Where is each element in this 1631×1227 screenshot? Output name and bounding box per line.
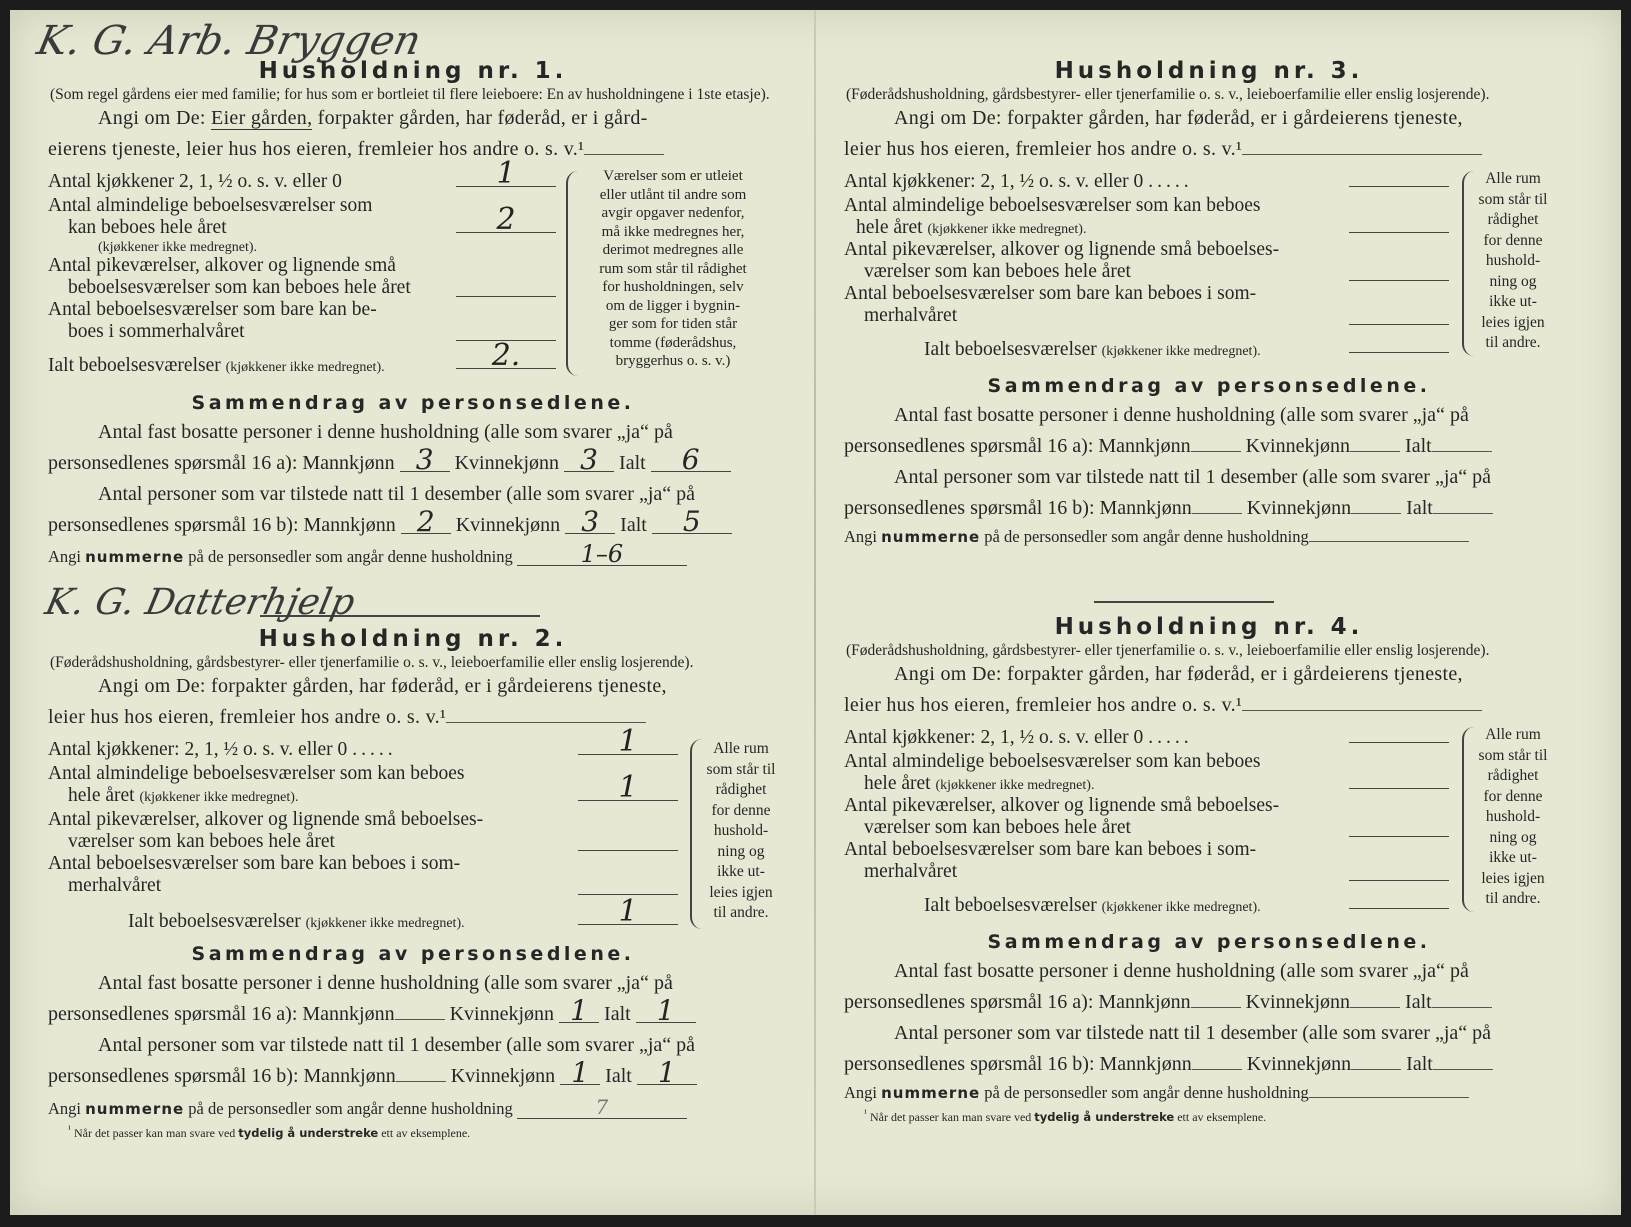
brace bbox=[566, 171, 578, 376]
household-2 bbox=[48, 624, 778, 1141]
household-4 bbox=[844, 612, 1574, 1125]
side-note-line: leies igjen bbox=[709, 883, 773, 901]
total-rooms-answer[interactable]: 2. bbox=[456, 347, 556, 369]
summary-b-line-1: Antal personer som var tilstede natt til 1 desember (alle som svarer „ja“ på bbox=[98, 1034, 696, 1056]
total-label: Ialt bbox=[605, 1065, 632, 1087]
maid-rooms-answer[interactable] bbox=[456, 275, 556, 297]
a-female-answer[interactable]: 3 bbox=[564, 449, 614, 472]
numbers-answer[interactable] bbox=[1309, 541, 1469, 542]
side-note-line: om de ligger i bygnin- bbox=[605, 297, 741, 314]
margin-note-mid: K. G. Datterhjelp bbox=[41, 582, 359, 623]
household-3 bbox=[844, 56, 1574, 548]
side-note-line: til andre. bbox=[1485, 890, 1541, 907]
maid-rooms-label-1: Antal pikeværelser, alkover og lignende små beboelses- bbox=[844, 795, 1280, 816]
b-total-answer[interactable] bbox=[1433, 1069, 1493, 1070]
a-male-answer[interactable] bbox=[1191, 1007, 1241, 1008]
kitchens-answer[interactable]: 1 bbox=[456, 165, 556, 187]
numbers-prefix: Angi bbox=[48, 1099, 86, 1118]
household-2-side-note bbox=[700, 739, 782, 924]
numbers-answer[interactable] bbox=[1309, 1097, 1469, 1098]
total-rooms-small: (kjøkkener ikke medregnet). bbox=[1101, 900, 1261, 915]
summer-rooms-label-1: Antal beboelsesværelser som bare kan be- bbox=[48, 299, 377, 320]
common-rooms-text: hele året bbox=[856, 217, 923, 238]
household-4-side-note bbox=[1472, 725, 1554, 910]
summary-a-prefix: personsedlenes spørsmål 16 a): bbox=[48, 452, 298, 474]
footnote-bold: tydelig å understreke bbox=[1034, 1110, 1175, 1124]
household-1-angi bbox=[48, 103, 778, 165]
summary-a-line-2 bbox=[48, 443, 778, 479]
b-total-answer[interactable]: 5 bbox=[652, 511, 732, 534]
side-note-line: leies igjen bbox=[1481, 869, 1545, 887]
summary-a-line-2 bbox=[48, 994, 778, 1030]
kitchens-text: Antal kjøkkener: 2, 1, ½ o. s. v. eller 0 bbox=[844, 727, 1144, 748]
side-note-line: avgir opgaver nedenfor, bbox=[601, 205, 745, 221]
a-female-answer[interactable]: 1 bbox=[559, 1000, 599, 1023]
summary-b-line-1: Antal personer som var tilstede natt til 1 desember (alle som svarer „ja“ på bbox=[98, 483, 696, 505]
summary-a-prefix: personsedlenes spørsmål 16 a): bbox=[844, 435, 1094, 457]
angi-answer-line[interactable] bbox=[1242, 710, 1482, 711]
female-label: Kvinnekjønn bbox=[455, 514, 561, 536]
side-note-line: ikke ut- bbox=[717, 863, 765, 880]
common-rooms-text: hele året bbox=[864, 773, 931, 794]
total-label: Ialt bbox=[1405, 991, 1432, 1013]
angi-line-1: Angi om De: forpakter gården, har føderåd, er i gårdeierens tjeneste, bbox=[894, 663, 1463, 685]
page-fold bbox=[814, 10, 816, 1215]
summary-a-line-1: Antal fast bosatte personer i denne husholdning (alle som svarer „ja“ på bbox=[98, 972, 673, 994]
a-male-answer[interactable] bbox=[395, 1019, 445, 1020]
household-1-summary bbox=[48, 417, 778, 541]
side-note-line: hushold- bbox=[713, 822, 769, 839]
total-rooms-answer[interactable] bbox=[1349, 887, 1449, 909]
total-rooms-answer[interactable] bbox=[1349, 331, 1449, 353]
side-note-line: bryggerhus o. s. v.) bbox=[615, 353, 731, 369]
household-3-rooms bbox=[844, 171, 1574, 366]
side-note-line: derimot medregnes alle bbox=[602, 242, 744, 258]
total-rooms-small: (kjøkkener ikke medregnet). bbox=[225, 360, 385, 375]
common-rooms-small: (kjøkkener ikke medregnet). bbox=[935, 778, 1095, 793]
side-note-line: må ikke medregnes her, bbox=[601, 223, 745, 240]
separator bbox=[1094, 601, 1274, 603]
maid-rooms-answer[interactable] bbox=[578, 829, 678, 851]
side-note-line: Alle rum bbox=[1485, 170, 1541, 187]
kitchens-answer[interactable] bbox=[1349, 165, 1449, 187]
male-label: Mannkjønn bbox=[1099, 497, 1192, 519]
a-female-answer[interactable] bbox=[1350, 1007, 1400, 1008]
summer-rooms-answer[interactable] bbox=[578, 873, 678, 895]
summer-rooms-answer[interactable] bbox=[1349, 859, 1449, 881]
margin-note-top: K. G. Arb. Bryggen bbox=[33, 18, 425, 64]
maid-rooms-label-2: værelser som kan beboes hele året bbox=[864, 261, 1131, 282]
kitchens-text: Antal kjøkkener: 2, 1, ½ o. s. v. eller 0 bbox=[844, 171, 1144, 192]
kitchens-label: Antal kjøkkener: 2, 1, ½ o. s. v. eller 0 ..... bbox=[48, 739, 397, 760]
side-note-line: for husholdningen, selv bbox=[602, 279, 744, 295]
summer-rooms-label-1: Antal beboelsesværelser som bare kan beboes i som- bbox=[844, 839, 1257, 860]
numbers-suffix: på de personsedler som angår denne husholdning bbox=[980, 1083, 1309, 1102]
numbers-bold: nummerne bbox=[85, 548, 185, 566]
household-1-title: Husholdning nr. 1. bbox=[258, 58, 568, 84]
b-male-answer[interactable] bbox=[396, 1081, 446, 1082]
side-note-line: som står til bbox=[706, 760, 776, 778]
b-total-answer[interactable] bbox=[1433, 513, 1493, 514]
numbers-prefix: Angi bbox=[48, 547, 86, 566]
total-rooms-small: (kjøkkener ikke medregnet). bbox=[1101, 344, 1261, 359]
summary-b-prefix: personsedlenes spørsmål 16 b): bbox=[48, 514, 299, 536]
household-4-note: (Føderådshusholdning, gårdsbestyrer- eller tjenerfamilie o. s. v., leieboerfamilie eller enslig losjerende). bbox=[846, 642, 1490, 659]
summary-b-prefix: personsedlenes spørsmål 16 b): bbox=[48, 1065, 299, 1087]
household-3-side-note bbox=[1472, 169, 1554, 354]
angi-prefix: Angi om De: bbox=[98, 107, 212, 129]
b-male-answer[interactable]: 2 bbox=[401, 511, 451, 534]
a-female-answer[interactable] bbox=[1350, 451, 1400, 452]
maid-rooms-label-2: beboelsesværelser som kan beboes hele året bbox=[68, 277, 411, 298]
kitchens-answer[interactable] bbox=[1349, 721, 1449, 743]
summer-rooms-label-1: Antal beboelsesværelser som bare kan beboes i som- bbox=[48, 853, 461, 874]
kitchens-text: Antal kjøkkener: 2, 1, ½ o. s. v. eller 0 bbox=[48, 739, 348, 760]
total-label: Ialt bbox=[620, 514, 647, 536]
total-rooms-text: Ialt beboelsesværelser bbox=[48, 355, 221, 376]
household-3-title: Husholdning nr. 3. bbox=[1054, 58, 1364, 84]
common-rooms-label-1: Antal almindelige beboelsesværelser som kan beboes bbox=[844, 195, 1261, 216]
footnote-text-a: Når det passer kan man svare ved bbox=[870, 1110, 1035, 1124]
female-label: Kvinnekjønn bbox=[454, 452, 560, 474]
male-label: Mannkjønn bbox=[302, 1003, 395, 1025]
summary-b-line-2 bbox=[844, 1049, 1574, 1080]
b-female-answer[interactable] bbox=[1351, 1069, 1401, 1070]
a-male-answer[interactable]: 3 bbox=[400, 449, 450, 472]
angi-answer-line[interactable] bbox=[1242, 154, 1482, 155]
side-note-line: som står til bbox=[1478, 746, 1548, 764]
male-label: Mannkjønn bbox=[303, 514, 396, 536]
summary-b-line-2 bbox=[844, 493, 1574, 524]
side-note-line: rum som står til rådighet bbox=[599, 260, 747, 277]
left-page bbox=[33, 10, 808, 1215]
maid-rooms-label-1: Antal pikeværelser, alkover og lignende små beboelses- bbox=[48, 809, 484, 830]
household-2-rooms bbox=[48, 724, 778, 934]
common-rooms-label-2 bbox=[844, 773, 1349, 796]
side-note-line: rådighet bbox=[1487, 767, 1539, 784]
household-4-summary bbox=[844, 956, 1574, 1080]
male-label: Mannkjønn bbox=[1099, 1053, 1192, 1075]
summary-b-prefix: personsedlenes spørsmål 16 b): bbox=[844, 1053, 1095, 1075]
total-rooms-answer[interactable]: 1 bbox=[578, 903, 678, 925]
footnote-mark: ¹ bbox=[68, 1124, 71, 1135]
common-rooms-answer[interactable]: 1 bbox=[578, 779, 678, 801]
maid-rooms-answer[interactable] bbox=[1349, 815, 1449, 837]
household-3-summary bbox=[844, 400, 1574, 524]
b-female-answer[interactable] bbox=[1351, 513, 1401, 514]
side-note-line: ikke ut- bbox=[1489, 293, 1537, 310]
total-label: Ialt bbox=[1406, 1053, 1433, 1075]
household-3-numbers bbox=[844, 526, 1574, 548]
angi-line-1: Angi om De: forpakter gården, har føderåd, er i gårdeierens tjeneste, bbox=[894, 107, 1463, 129]
numbers-answer[interactable]: 7 bbox=[517, 1096, 687, 1119]
summary-b-line-1: Antal personer som var tilstede natt til 1 desember (alle som svarer „ja“ på bbox=[894, 466, 1492, 488]
household-1-note: (Som regel gårdens eier med familie; for hus som er bortleiet til flere leieboere: En av husholdningene i 1ste etasje). bbox=[50, 86, 770, 103]
total-rooms-label bbox=[844, 339, 1404, 362]
household-2-note: (Føderådshusholdning, gårdsbestyrer- eller tjenerfamilie o. s. v., leieboerfamilie eller enslig losjerende). bbox=[50, 654, 694, 671]
total-rooms-text: Ialt beboelsesværelser bbox=[924, 339, 1097, 360]
common-rooms-text: hele året bbox=[68, 785, 135, 806]
side-note-line: ikke ut- bbox=[1489, 849, 1537, 866]
b-male-answer[interactable] bbox=[1192, 1069, 1242, 1070]
census-form-sheet bbox=[10, 10, 1621, 1215]
household-4-angi bbox=[844, 659, 1574, 721]
common-rooms-answer[interactable] bbox=[1349, 211, 1449, 233]
household-4-title: Husholdning nr. 4. bbox=[1054, 614, 1364, 640]
summary-b-line-2 bbox=[48, 505, 778, 541]
common-rooms-small: (kjøkkener ikke medregnet). bbox=[139, 790, 299, 805]
angi-line-2: leier hus hos eieren, fremleier hos andre o. s. v.¹ bbox=[48, 706, 447, 728]
household-3-note: (Føderådshusholdning, gårdsbestyrer- eller tjenerfamilie o. s. v., leieboerfamilie eller enslig losjerende). bbox=[846, 86, 1490, 103]
a-total-answer[interactable] bbox=[1432, 1007, 1492, 1008]
side-note-line: ger som for tiden står bbox=[608, 316, 738, 332]
angi-answer-line[interactable] bbox=[584, 154, 664, 155]
footnote-text-b: ett av eksemplene. bbox=[1174, 1110, 1267, 1124]
common-rooms-label-1: Antal almindelige beboelsesværelser som kan beboes bbox=[844, 751, 1261, 772]
common-rooms-small: (kjøkkener ikke medregnet). bbox=[927, 222, 1087, 237]
numbers-suffix: på de personsedler som angår denne husholdning bbox=[184, 1099, 513, 1118]
side-note-line: som står til bbox=[1478, 190, 1548, 208]
summer-rooms-label-2: merhalvåret bbox=[864, 861, 958, 882]
total-label: Ialt bbox=[1405, 435, 1432, 457]
kitchens-label: Antal kjøkkener 2, 1, ½ o. s. v. eller 0 bbox=[48, 171, 342, 192]
total-label: Ialt bbox=[619, 452, 646, 474]
side-note-line: hushold- bbox=[1485, 808, 1541, 825]
male-label: Mannkjønn bbox=[1098, 991, 1191, 1013]
side-note-line: for denne bbox=[711, 801, 771, 819]
household-4-summary-title: Sammendrag av personsedlene. bbox=[987, 931, 1431, 953]
total-label: Ialt bbox=[604, 1003, 631, 1025]
female-label: Kvinnekjønn bbox=[449, 1003, 555, 1025]
maid-rooms-label-1: Antal pikeværelser, alkover og lignende små bbox=[48, 255, 396, 276]
side-note-line: til andre. bbox=[713, 904, 769, 921]
total-rooms-label bbox=[844, 895, 1404, 918]
side-note-line: Alle rum bbox=[1485, 726, 1541, 743]
household-1-numbers bbox=[48, 540, 778, 568]
household-2-summary-title: Sammendrag av personsedlene. bbox=[191, 943, 635, 965]
kitchens-label: Antal kjøkkener: 2, 1, ½ o. s. v. eller 0 ..... bbox=[844, 171, 1193, 192]
kitchens-label: Antal kjøkkener: 2, 1, ½ o. s. v. eller 0 ..... bbox=[844, 727, 1193, 748]
footnote-left bbox=[48, 1122, 778, 1141]
household-1 bbox=[48, 56, 778, 568]
common-rooms-answer[interactable]: 2 bbox=[456, 211, 556, 233]
footnote-right bbox=[844, 1106, 1574, 1125]
summary-b-line-2 bbox=[48, 1056, 778, 1092]
side-note-line: rådighet bbox=[1487, 211, 1539, 228]
side-note-line: tomme (føderådshus, bbox=[609, 334, 737, 351]
common-rooms-label-2: kan beboes hele året bbox=[68, 217, 227, 238]
male-label: Mannkjønn bbox=[303, 1065, 396, 1087]
maid-rooms-answer[interactable] bbox=[1349, 259, 1449, 281]
male-label: Mannkjønn bbox=[1098, 435, 1191, 457]
summary-a-prefix: personsedlenes spørsmål 16 a): bbox=[48, 1003, 298, 1025]
numbers-bold: nummerne bbox=[85, 1100, 185, 1118]
side-note-line: hushold- bbox=[1485, 252, 1541, 269]
kitchens-answer[interactable]: 1 bbox=[578, 733, 678, 755]
summary-a-prefix: personsedlenes spørsmål 16 a): bbox=[844, 991, 1094, 1013]
angi-line-2: leier hus hos eieren, fremleier hos andre o. s. v.¹ bbox=[844, 138, 1243, 160]
household-3-angi bbox=[844, 103, 1574, 165]
numbers-prefix: Angi bbox=[844, 1083, 882, 1102]
common-rooms-label-2 bbox=[48, 785, 553, 808]
summary-b-line-1: Antal personer som var tilstede natt til 1 desember (alle som svarer „ja“ på bbox=[894, 1022, 1492, 1044]
household-1-summary-title: Sammendrag av personsedlene. bbox=[191, 392, 635, 414]
b-female-answer[interactable]: 1 bbox=[560, 1062, 600, 1085]
right-page bbox=[844, 10, 1604, 1215]
household-1-side-note bbox=[578, 167, 768, 371]
maid-rooms-label-1: Antal pikeværelser, alkover og lignende små beboelses- bbox=[844, 239, 1280, 260]
b-male-answer[interactable] bbox=[1192, 513, 1242, 514]
footnote-mark: ¹ bbox=[864, 1108, 867, 1119]
angi-answer-line[interactable] bbox=[446, 722, 646, 723]
side-note-line: leies igjen bbox=[1481, 313, 1545, 331]
numbers-suffix: på de personsedler som angår denne husholdning bbox=[980, 527, 1309, 546]
side-note-line: for denne bbox=[1483, 231, 1543, 249]
household-1-rooms bbox=[48, 156, 778, 381]
female-label: Kvinnekjønn bbox=[1246, 497, 1352, 519]
male-label: Mannkjønn bbox=[302, 452, 395, 474]
summary-b-prefix: personsedlenes spørsmål 16 b): bbox=[844, 497, 1095, 519]
summary-a-line-1: Antal fast bosatte personer i denne husholdning (alle som svarer „ja“ på bbox=[894, 404, 1469, 426]
summer-rooms-label-2: merhalvåret bbox=[68, 875, 162, 896]
numbers-suffix: på de personsedler som angår denne husholdning bbox=[184, 547, 513, 566]
household-4-rooms bbox=[844, 727, 1574, 922]
total-rooms-label bbox=[48, 911, 608, 934]
angi-suffix: forpakter gården, har føderåd, er i gård- bbox=[312, 107, 648, 129]
angi-underlined-owner: Eier gården, bbox=[211, 107, 313, 129]
numbers-prefix: Angi bbox=[844, 527, 882, 546]
female-label: Kvinnekjønn bbox=[1245, 991, 1351, 1013]
total-rooms-text: Ialt beboelsesværelser bbox=[128, 911, 301, 932]
household-2-angi bbox=[48, 671, 778, 733]
side-note-line: ning og bbox=[1489, 828, 1537, 846]
numbers-answer[interactable]: 1–6 bbox=[517, 543, 687, 566]
maid-rooms-label-2: værelser som kan beboes hele året bbox=[864, 817, 1131, 838]
total-rooms-text: Ialt beboelsesværelser bbox=[924, 895, 1097, 916]
female-label: Kvinnekjønn bbox=[1246, 1053, 1352, 1075]
household-2-summary bbox=[48, 968, 778, 1092]
summer-rooms-label-1: Antal beboelsesværelser som bare kan beboes i som- bbox=[844, 283, 1257, 304]
side-note-line: eller utlånt til andre som bbox=[599, 186, 747, 203]
side-note-line: rådighet bbox=[715, 781, 767, 798]
a-male-answer[interactable] bbox=[1191, 451, 1241, 452]
summary-a-line-1: Antal fast bosatte personer i denne husholdning (alle som svarer „ja“ på bbox=[98, 421, 673, 443]
side-note-line: Alle rum bbox=[713, 740, 769, 757]
summer-rooms-label-2: boes i sommerhalvåret bbox=[68, 321, 245, 342]
angi-line-2: eierens tjeneste, leier hus hos eieren, fremleier hos andre o. s. v.¹ bbox=[48, 138, 585, 160]
side-note-line: til andre. bbox=[1485, 334, 1541, 351]
common-rooms-label-1: Antal almindelige beboelsesværelser som bbox=[48, 195, 373, 216]
household-2-title: Husholdning nr. 2. bbox=[258, 626, 568, 652]
household-2-numbers bbox=[48, 1096, 778, 1120]
summer-rooms-answer[interactable] bbox=[1349, 303, 1449, 325]
a-total-answer[interactable]: 1 bbox=[636, 1000, 696, 1023]
numbers-bold: nummerne bbox=[881, 528, 981, 546]
numbers-bold: nummerne bbox=[881, 1084, 981, 1102]
a-total-answer[interactable] bbox=[1432, 451, 1492, 452]
common-rooms-answer[interactable] bbox=[1349, 767, 1449, 789]
b-total-answer[interactable]: 1 bbox=[637, 1062, 697, 1085]
footnote-bold: tydelig å understreke bbox=[238, 1126, 379, 1140]
summary-a-line-2 bbox=[844, 987, 1574, 1018]
angi-line-1: Angi om De: forpakter gården, har føderåd, er i gårdeierens tjeneste, bbox=[98, 675, 667, 697]
summer-rooms-label-2: merhalvåret bbox=[864, 305, 958, 326]
a-total-answer[interactable]: 6 bbox=[651, 449, 731, 472]
household-4-numbers bbox=[844, 1082, 1574, 1104]
footnote-text-a: Når det passer kan man svare ved bbox=[74, 1126, 239, 1140]
female-label: Kvinnekjønn bbox=[1245, 435, 1351, 457]
summary-a-line-1: Antal fast bosatte personer i denne husholdning (alle som svarer „ja“ på bbox=[894, 960, 1469, 982]
footnote-text-b: ett av eksemplene. bbox=[378, 1126, 471, 1140]
female-label: Kvinnekjønn bbox=[450, 1065, 556, 1087]
side-note-line: ning og bbox=[1489, 272, 1537, 290]
side-note-line: for denne bbox=[1483, 787, 1543, 805]
angi-line-2: leier hus hos eieren, fremleier hos andre o. s. v.¹ bbox=[844, 694, 1243, 716]
total-label: Ialt bbox=[1406, 497, 1433, 519]
common-rooms-label-1: Antal almindelige beboelsesværelser som kan beboes bbox=[48, 763, 465, 784]
common-rooms-label-3: (kjøkkener ikke medregnet). bbox=[98, 240, 257, 255]
side-note-line: ning og bbox=[717, 842, 765, 860]
maid-rooms-label-2: værelser som kan beboes hele året bbox=[68, 831, 335, 852]
b-female-answer[interactable]: 3 bbox=[565, 511, 615, 534]
total-rooms-small: (kjøkkener ikke medregnet). bbox=[305, 916, 465, 931]
common-rooms-label-2 bbox=[844, 217, 1349, 240]
side-note-line: Værelser som er utleiet bbox=[603, 168, 743, 184]
summary-a-line-2 bbox=[844, 431, 1574, 462]
household-3-summary-title: Sammendrag av personsedlene. bbox=[987, 375, 1431, 397]
